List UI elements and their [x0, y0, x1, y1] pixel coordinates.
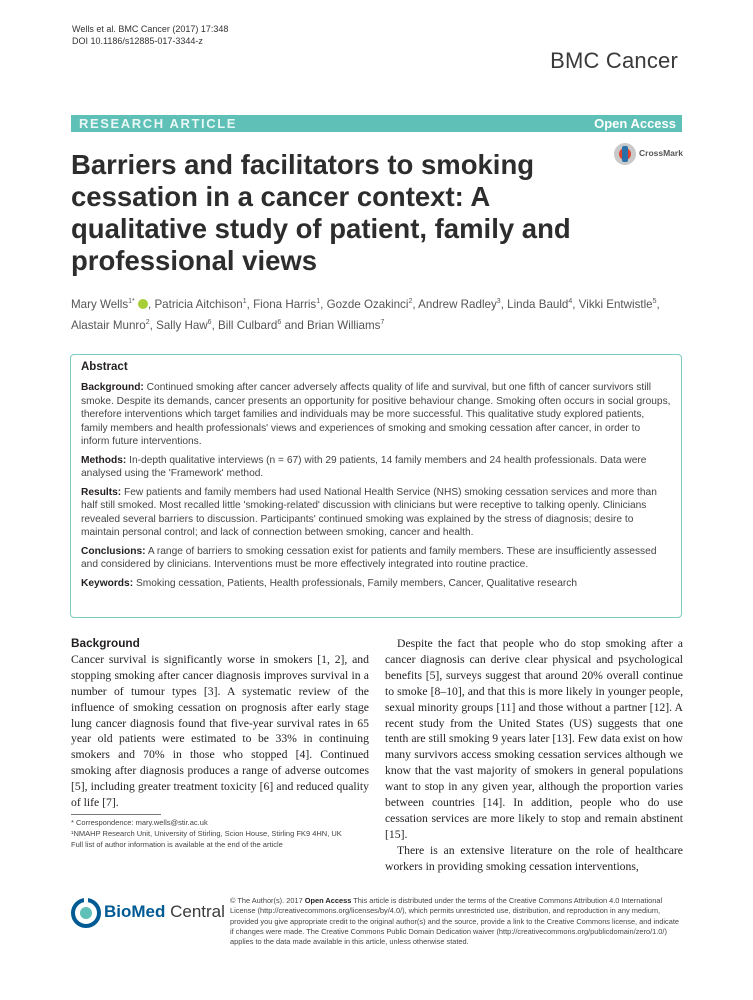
abstract-box	[70, 354, 682, 618]
biomed-central-wordmark	[104, 902, 225, 922]
article-title: Barriers and facilitators to smoking cessation in a cancer context: A qualitative study of patient, family and professional views	[71, 149, 571, 276]
author-affiliation: 5	[652, 298, 657, 305]
author-name: Brian Williams	[307, 318, 381, 332]
author-name: Linda Bauld	[507, 297, 569, 311]
author-name: Alastair Munro	[71, 318, 146, 332]
abstract-methods-text: In-depth qualitative interviews (n = 67) with 29 patients, 14 family members and 24 health professionals. Data were analysed using the 'Framework' method.	[81, 454, 647, 479]
footnote-divider	[71, 814, 161, 815]
abstract-methods	[81, 454, 671, 481]
abstract-results-label: Results:	[81, 486, 122, 498]
article-type-banner	[71, 115, 682, 132]
biomed-central-logo	[71, 896, 225, 930]
author-affiliation: 6	[207, 318, 212, 326]
abstract-background-label: Background:	[81, 382, 144, 393]
author-affiliation: 3	[496, 298, 501, 305]
abstract-background	[81, 381, 671, 449]
abstract-methods-label: Methods:	[81, 454, 127, 466]
body-paragraph: There is an extensive literature on the role of healthcare workers in providing smoking cessation interventions,	[385, 843, 683, 873]
keywords-label: Keywords:	[81, 577, 134, 589]
author-info-note: Full list of author information is available at the end of the article	[71, 840, 283, 849]
keywords-text: Smoking cessation, Patients, Health professionals, Family members, Cancer, Qualitative research	[135, 577, 578, 589]
footnotes	[71, 817, 369, 850]
license-statement	[230, 896, 682, 947]
abstract-conclusions	[81, 545, 671, 572]
citation-header	[72, 23, 228, 47]
body-paragraph: Cancer survival is significantly worse in smokers [1, 2], and stopping smoking after cancer diagnosis improves survival in a number of tumour types [3]. A systematic review of the influence of smoking cessation on prognosis after early stage lung cancer diagnosis found that five-year survival rates in 65 year old patients were estimated to be 33% in continuing smokers and 70% in those who stopped [4]. Continued smoking after diagnosis produces a range of adverse outcomes [5], including greater treatment toxicity [6] and reduced quality of life [7].	[71, 652, 369, 810]
author-affiliation: 6	[277, 318, 282, 326]
author-affiliation: 4	[568, 298, 573, 305]
author-name: Vikki Entwistle	[578, 297, 653, 311]
abstract-background-text: Continued smoking after cancer adversely affects quality of life and survival, but one fifth of cancer survivors still smoke. Despite its demands, cancer presents an opportunity for positive behaviour change. Smoking often occurs in social groups, therefore interventions which target families and individuals may be more successful. This qualitative study explored patients, family members and health professionals' views and experiences of smoking and smoking cessation after cancer, in order to inform future interventions.	[81, 382, 671, 447]
author-affiliation: 1	[242, 298, 247, 305]
crossmark-label: CrossMark	[639, 148, 683, 158]
open-access-label: Open Access	[594, 116, 676, 131]
author-name: Patricia Aitchison	[154, 297, 243, 311]
article-type-label: RESEARCH ARTICLE	[79, 116, 238, 131]
crossmark-badge[interactable]	[614, 143, 684, 165]
author-name: Mary Wells	[71, 297, 129, 311]
abstract-conclusions-label: Conclusions:	[81, 545, 146, 557]
orcid-icon[interactable]	[138, 299, 148, 309]
copyright-text: © The Author(s). 2017	[230, 896, 305, 905]
body-paragraph: Despite the fact that people who do stop smoking after a cancer diagnosis can derive clear physical and psychological benefits [5], surveys suggest that around 20% overall continue to smoke [8–10], and that this is more likely in younger people, sexual minority groups [11] and those without a partner [12]. A recent study from the United States (US) suggests that one tenth are still smoking 9 years later [13]. Few data exist on how many survivors access smoking cessation services although we know that the vast majority of smokers in general populations want to stop in any given year, although the proportion varies between countries [14]. In addition, people who do use cessation services are more likely to stop and remain abstinent [15].	[385, 637, 683, 841]
license-open-access: Open Access	[304, 896, 352, 905]
author-name: Gozde Ozakinci	[326, 297, 409, 311]
doi-line: DOI 10.1186/s12885-017-3344-z	[72, 36, 203, 46]
author-affiliation: 1*	[128, 298, 135, 305]
abstract-results	[81, 486, 671, 540]
correspondence-note: * Correspondence: mary.wells@stir.ac.uk	[71, 818, 208, 827]
author-name: Andrew Radley	[418, 297, 497, 311]
abstract-results-text: Few patients and family members had used National Health Service (NHS) smoking cessation services and more than half still smoked. Most recalled little 'smoking-related' discussion with clinicians but were receptive to talking openly. Clinicians revealed several barriers to discussion. Participants' continued smoking was explained by the stress of diagnosis; desire to maintain personal control; and lack of connection between smoking, cancer and health.	[81, 486, 657, 538]
abstract-heading: Abstract	[81, 361, 128, 373]
author-affiliation: 7	[380, 318, 385, 326]
affiliation-note: ¹NMAHP Research Unit, University of Stirling, Scion House, Stirling FK9 4HN, UK	[71, 829, 342, 838]
author-list: Mary Wells$^{1*}$ , Patricia Aitchison$^1$, Fiona Harris$^1$, Gozde Ozakinci$^2$, Andrew Radley$^3$, Linda Bauld$^4$, Vikki Entwistle$^5$, Alastair Munro$^2$, Sally Haw$^6$, Bill Culbard$^6$ and Brian Williams$^7$	[71, 297, 660, 332]
biomed-text: BioMed	[104, 902, 166, 921]
author-affiliation: 1	[316, 298, 321, 305]
author-name: Fiona Harris	[253, 297, 317, 311]
author-affiliation: 2	[145, 318, 150, 326]
author-affiliation: 2	[408, 298, 413, 305]
journal-name: BMC Cancer	[550, 48, 678, 73]
left-column	[71, 636, 369, 811]
license-body: This article is distributed under the terms of the Creative Commons Attribution 4.0 International License (http://creativecommons.org/licenses/by/4.0/), which permits unrestricted use, distribution, and reproduction in any medium, provided you give appropriate credit to the original author(s) and the source, provide a link to the Creative Commons license, and indicate if changes were made. The Creative Commons Public Domain Dedication waiver (http://creativecommons.org/publicdomain/zero/1.0/) applies to the data made available in this article, unless otherwise stated.	[230, 896, 680, 947]
citation-line: Wells et al. BMC Cancer (2017) 17:348	[72, 24, 229, 34]
abstract-keywords	[81, 577, 671, 591]
right-column	[385, 636, 683, 875]
author-name: Bill Culbard	[218, 318, 278, 332]
crossmark-icon	[614, 143, 636, 165]
author-name: Sally Haw	[156, 318, 208, 332]
central-text: Central	[165, 902, 225, 921]
biomed-central-icon	[71, 898, 101, 928]
abstract-conclusions-text: A range of barriers to smoking cessation exist for patients and family members. These are insufficiently assessed and considered by clinicians. Interventions must be more effectively integrated into routine practice.	[81, 545, 657, 570]
section-heading-background: Background	[71, 636, 140, 650]
